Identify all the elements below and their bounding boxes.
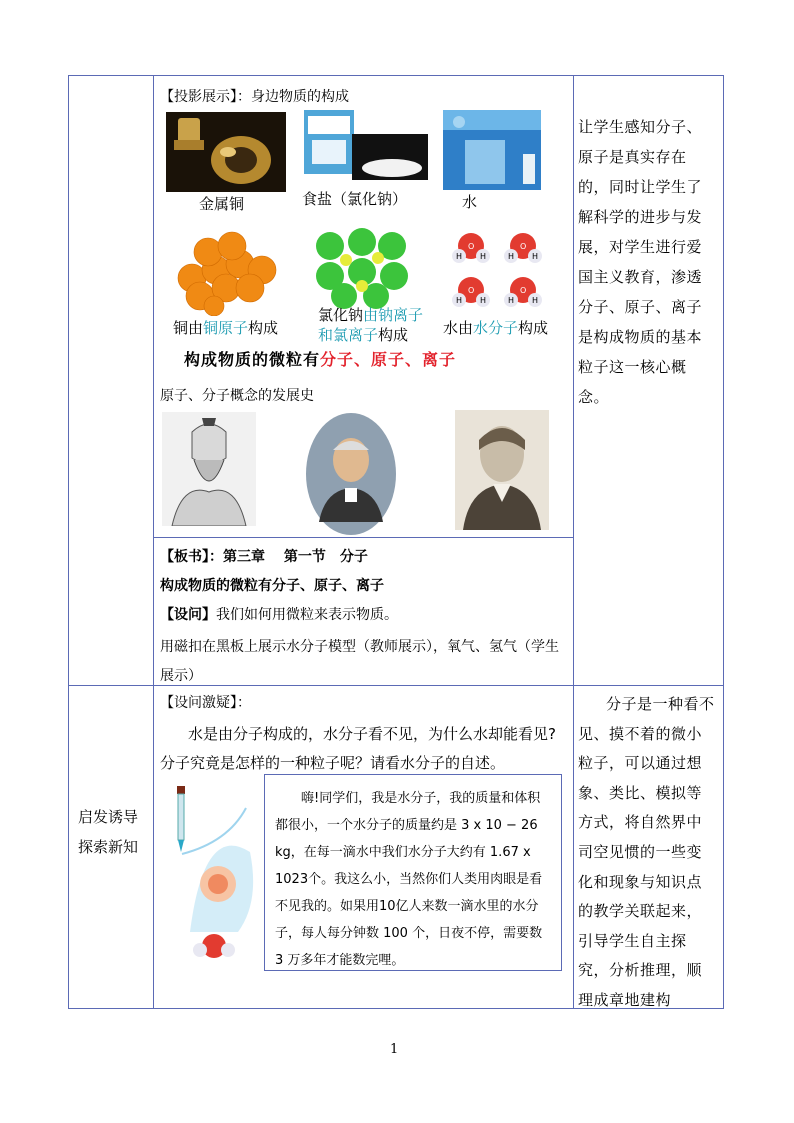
column-divider-right — [573, 75, 574, 1009]
column-divider-left — [153, 75, 154, 1009]
projection-heading: 【投影展示】：身边物质的构成 — [160, 89, 349, 105]
board-line: 构成物质的微粒有分子、原子、离子 — [160, 578, 384, 594]
label-copper: 金属铜 — [199, 195, 245, 213]
label-water-made: 水由水分子构成 — [443, 319, 549, 337]
particles-line: 构成物质的微粒有分子、原子、离子 — [184, 350, 457, 369]
label-water: 水 — [462, 193, 478, 211]
water-drop-molecule-illustration — [168, 782, 262, 972]
subcell-divider — [153, 537, 573, 538]
svg-text:H: H — [456, 252, 463, 261]
svg-text:H: H — [480, 252, 487, 261]
svg-text:H: H — [532, 296, 539, 305]
page-number: 1 — [390, 1042, 399, 1057]
copper-atom-model — [170, 226, 282, 316]
svg-text:H: H — [456, 296, 463, 305]
svg-text:H: H — [508, 296, 515, 305]
copper-fitting-image — [166, 112, 286, 192]
svg-text:O: O — [520, 286, 527, 295]
label-nacl-line2: 和氯离子构成 — [318, 326, 409, 344]
section2-label: 启发诱导 探索新知 — [78, 808, 139, 856]
label-nacl-line1: 氯化钠由钠离子 — [318, 306, 424, 324]
label-copper-made: 铜由铜原子构成 — [173, 319, 279, 337]
svg-text:H: H — [508, 252, 515, 261]
portrait-dalton — [305, 412, 397, 536]
label-salt: 食盐（氯化钠） — [302, 190, 408, 208]
portrait-avogadro — [455, 410, 549, 530]
water-image — [443, 110, 541, 190]
section1-teaching-note: 让学生感知分子、原子是真实存在的，同时让学生了解科学的进步与发展，对学生进行爱国主义教育，渗透分子、原子、离子是构成物质的基本粒子这一核心概念。 — [578, 118, 703, 406]
table-salt-image — [304, 110, 428, 196]
board-heading: 【板书】：第三章 第一节 分子 — [160, 549, 368, 565]
svg-text:O: O — [468, 242, 475, 251]
svg-text:H: H — [532, 252, 539, 261]
svg-text:H: H — [480, 296, 487, 305]
section2-paragraph: 水是由分子构成的，水分子看不见，为什么水却能看见?分子究竟是怎样的一种粒子呢？请看水分子的自述。 — [160, 725, 556, 772]
history-heading: 原子、分子概念的发展史 — [160, 388, 314, 404]
sodium-chloride-model — [310, 224, 414, 310]
section2-heading: 【设问激疑】： — [160, 695, 251, 711]
question-line: 【设问】我们如何用微粒来表示物质。 — [160, 607, 398, 623]
portrait-ancient-philosopher — [162, 412, 256, 526]
water-molecule-speech-box: 嗨!同学们，我是水分子，我的质量和体积都很小，一个水分子的质量约是 3 x 10 − 26 kg，在每一滴水中我们水分子大约有 1.67 x 1023个。我这么小，当然你们人类用肉眼是看不见我的。如果用10亿人来数一滴水里的水分子，每人每分钟数 100 个，日夜不停，需要数 3 万多年才能数完哩。 — [264, 774, 562, 971]
model-demo-text: 用磁扣在黑板上展示水分子模型（教师展示），氧气、氢气（学生展示） — [160, 639, 559, 684]
section2-teaching-note: 分子是一种看不见、摸不着的微小粒子，可以通过想象、类比、模拟等方式，将自然界中司空见惯的一些变化和现象与知识点的教学关联起来，引导学生自主探究，分析推理，顺理成章地建构 — [578, 695, 715, 1009]
svg-text:O: O — [520, 242, 527, 251]
water-molecule-model — [447, 226, 555, 316]
svg-text:O: O — [468, 286, 475, 295]
